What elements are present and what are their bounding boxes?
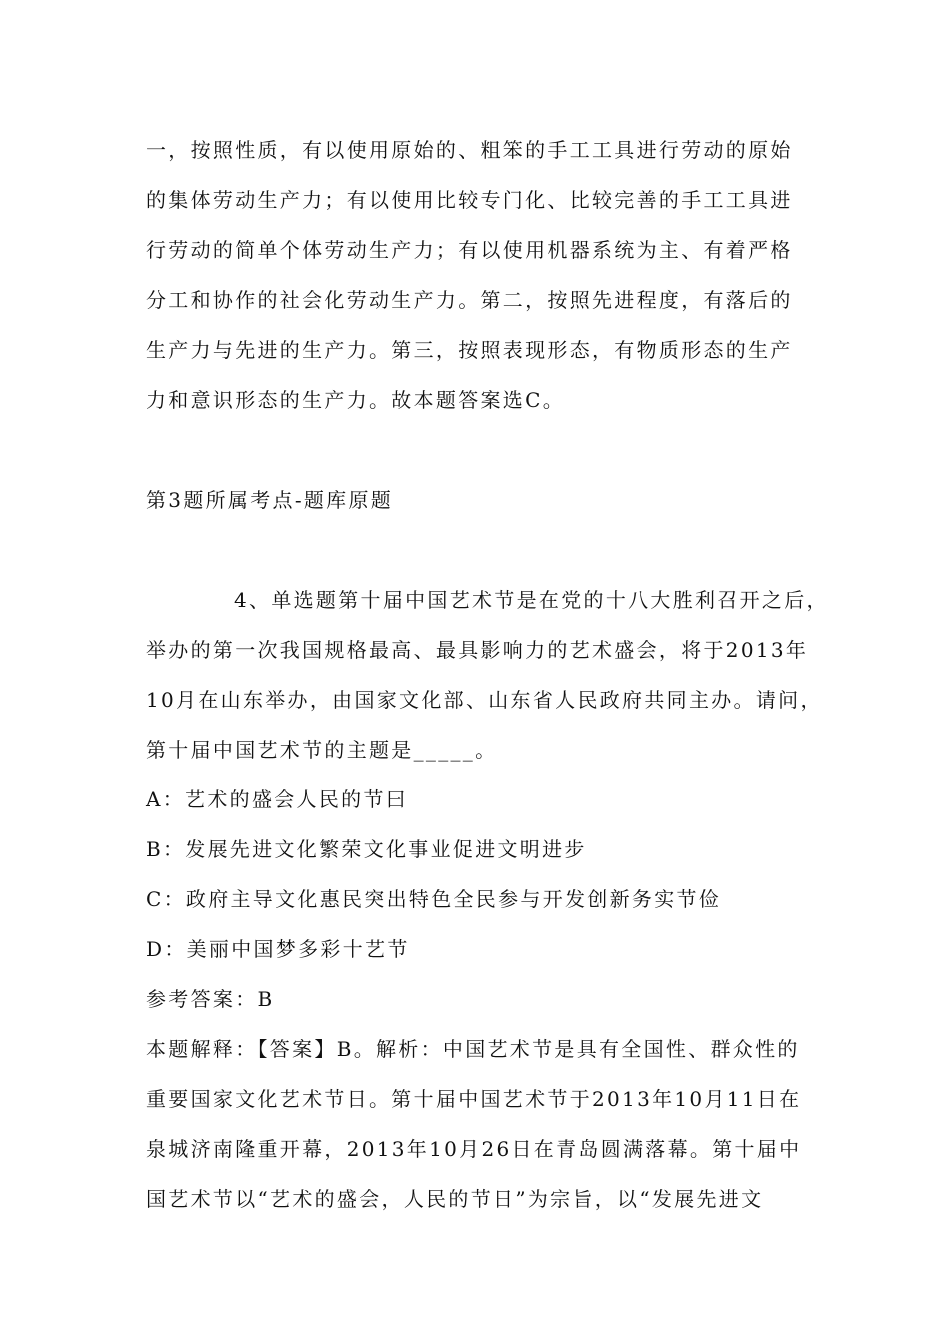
explanation-line-3: 泉城济南隆重开幕，2013年10月26日在青岛圆满落幕。第十届中 bbox=[146, 1137, 802, 1161]
question-line-4: 第十届中国艺术节的主题是_____。 bbox=[146, 738, 498, 762]
prev-explanation-line-3: 行劳动的简单个体劳动生产力；有以使用机器系统为主、有着严格 bbox=[146, 238, 793, 262]
prev-explanation-line-1: 一，按照性质，有以使用原始的、粗笨的手工工具进行劳动的原始 bbox=[146, 138, 793, 162]
explanation-line-4: 国艺术节以“艺术的盛会，人民的节日”为宗旨，以“发展先进文 bbox=[146, 1187, 764, 1211]
prev-explanation-line-5: 生产力与先进的生产力。第三，按照表现形态，有物质形态的生产 bbox=[146, 338, 793, 362]
prev-explanation-line-4: 分工和协作的社会化劳动生产力。第二，按照先进程度，有落后的 bbox=[146, 288, 793, 312]
prev-explanation-line-6: 力和意识形态的生产力。故本题答案选C。 bbox=[146, 388, 566, 412]
option-b: B：发展先进文化繁荣文化事业促进文明进步 bbox=[146, 837, 587, 861]
question-line-1: 4、单选题第十届中国艺术节是在党的十八大胜利召开之后， bbox=[234, 588, 829, 612]
explanation-line-2: 重要国家文化艺术节日。第十届中国艺术节于2013年10月11日在 bbox=[146, 1087, 802, 1111]
question-line-2: 举办的第一次我国规格最高、最具影响力的艺术盛会，将于2013年 bbox=[146, 638, 809, 662]
option-d: D：美丽中国梦多彩十艺节 bbox=[146, 937, 410, 961]
prev-explanation-line-2: 的集体劳动生产力；有以使用比较专门化、比较完善的手工工具进 bbox=[146, 188, 793, 212]
question-line-3: 10月在山东举办，由国家文化部、山东省人民政府共同主办。请问， bbox=[146, 688, 823, 712]
reference-answer: 参考答案：B bbox=[146, 987, 275, 1011]
knowledge-point: 第3题所属考点-题库原题 bbox=[146, 488, 394, 512]
option-a: A：艺术的盛会人民的节曰 bbox=[146, 787, 409, 811]
option-c: C：政府主导文化惠民突出特色全民参与开发创新务实节俭 bbox=[146, 887, 722, 911]
explanation-line-1: 本题解释：【答案】B。解析：中国艺术节是具有全国性、群众性的 bbox=[146, 1037, 800, 1061]
